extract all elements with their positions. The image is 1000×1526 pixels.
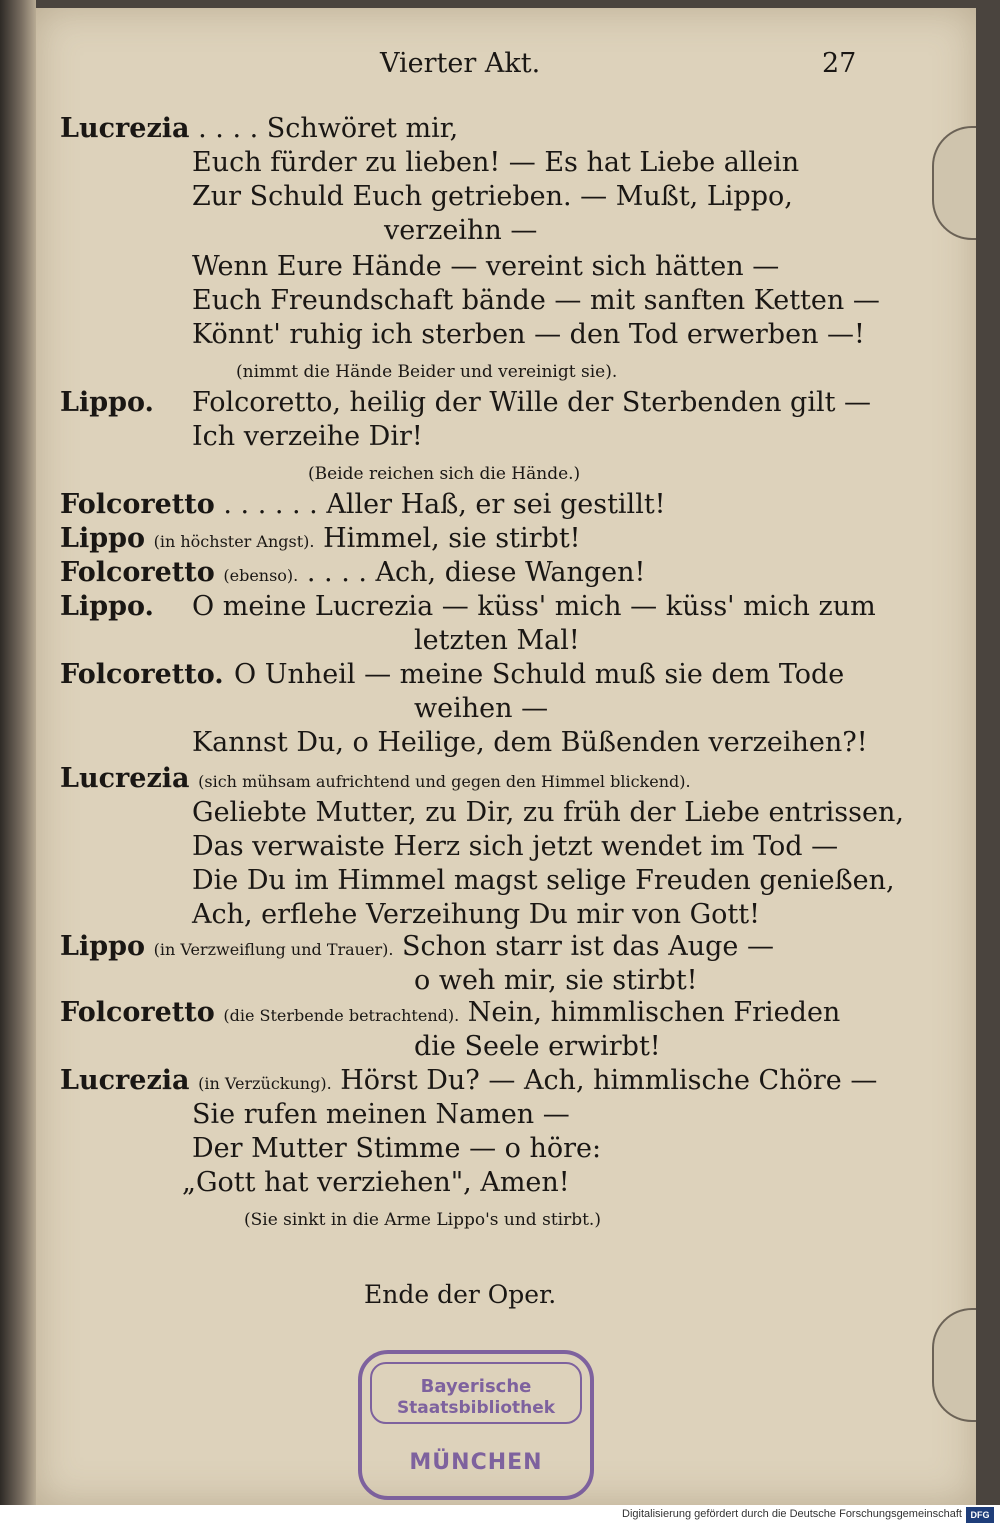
verse-text: O meine Lucrezia — küss' mich — küss' mich zum: [192, 591, 876, 622]
text-line: [60, 488, 666, 522]
text-line: [192, 1132, 601, 1166]
text-line: [192, 318, 865, 352]
speaker-name: Lippo: [60, 523, 146, 554]
text-line: [192, 726, 868, 760]
verse-text: . . . . Ach, diese Wangen!: [306, 557, 646, 588]
stage-direction: (nimmt die Hände Beider und vereinigt sie).: [236, 362, 618, 382]
speaker-name: Folcoretto: [60, 557, 215, 588]
verse-text: letzten Mal!: [414, 625, 580, 656]
verse-text: Hörst Du? — Ach, himmlische Chöre —: [340, 1065, 878, 1096]
verse-text: Der Mutter Stimme — o höre:: [192, 1133, 602, 1164]
stamp-line-1: Bayerische: [420, 1376, 532, 1397]
speaker-name: Folcoretto: [60, 997, 215, 1028]
text-line: [414, 964, 698, 998]
text-line: [192, 1098, 570, 1132]
footer-bar: [0, 1505, 1000, 1526]
text-line: [60, 556, 645, 593]
verse-text: o weh mir, sie stirbt!: [414, 965, 698, 996]
verse-text: Folcoretto, heilig der Wille der Sterbenden gilt —: [192, 387, 872, 418]
text-line: [192, 864, 895, 898]
verse-text: die Seele erwirbt!: [414, 1031, 661, 1062]
book-spine-edge: [0, 0, 36, 1505]
text-line: [192, 250, 779, 284]
verse-text: Euch Freundschaft bände — mit sanften Ketten —: [192, 285, 880, 316]
speaker-name: Folcoretto: [60, 489, 215, 520]
verse-text: . . . . Schwöret mir,: [198, 113, 459, 144]
text-line: [192, 898, 760, 932]
text-line: [192, 146, 799, 180]
speaker-name: Lucrezia: [60, 113, 190, 144]
verse-text: „Gott hat verziehen", Amen!: [182, 1167, 570, 1198]
page-tab-top: [932, 126, 976, 240]
page-tab-bottom: [932, 1308, 976, 1422]
text-line: [308, 454, 580, 491]
text-line: [192, 796, 904, 830]
text-line: [60, 386, 872, 420]
verse-text: Das verwaiste Herz sich jetzt wendet im Tod —: [192, 831, 839, 862]
stage-direction: (in Verzückung).: [198, 1074, 332, 1093]
text-line: [192, 830, 838, 864]
verse-text: Ich verzeihe Dir!: [192, 421, 423, 452]
verse-text: Euch fürder zu lieben! — Es hat Liebe allein: [192, 147, 800, 178]
speaker-name: Lippo: [60, 931, 146, 962]
verse-text: Schon starr ist das Auge —: [402, 931, 774, 962]
verse-text: weihen —: [414, 693, 549, 724]
speaker-name: Lucrezia: [60, 1065, 190, 1096]
stage-direction: (ebenso).: [223, 566, 299, 585]
verse-text: Himmel, sie stirbt!: [323, 523, 581, 554]
stamp-line-2: Staatsbibliothek: [396, 1398, 556, 1418]
verse-text: . . . . . . Aller Haß, er sei gestillt!: [223, 489, 666, 520]
verse-text: Sie rufen meinen Namen —: [192, 1099, 570, 1130]
verse-text: Die Du im Himmel magst selige Freuden genießen,: [192, 865, 895, 896]
stage-direction: (Beide reichen sich die Hände.): [308, 464, 581, 484]
verse-text: Zur Schuld Euch getrieben. — Mußt, Lippo,: [192, 181, 793, 212]
text-line: [244, 1200, 601, 1237]
dfg-logo: DFG: [966, 1507, 994, 1523]
text-line: [192, 420, 423, 454]
verse-text: Wenn Eure Hände — vereint sich hätten —: [192, 251, 780, 282]
text-line: [236, 352, 617, 389]
verse-text: verzeihn —: [384, 215, 538, 246]
stage-direction: (in höchster Angst).: [153, 532, 315, 551]
verse-text: Ach, erflehe Verzeihung Du mir von Gott!: [192, 899, 760, 930]
text-line: [60, 930, 774, 967]
text-line: [60, 1064, 877, 1101]
text-line: [192, 284, 880, 318]
text-line: [60, 112, 458, 146]
text-line: [60, 996, 840, 1033]
text-line: [414, 692, 548, 726]
verse-text: Nein, himmlischen Frieden: [467, 997, 841, 1028]
text-line: [60, 658, 845, 692]
page-header-title: Vierter Akt.: [380, 48, 541, 79]
speaker-name: Folcoretto.: [60, 659, 224, 690]
text-line: [182, 1166, 570, 1200]
stage-direction: (Sie sinkt in die Arme Lippo's und stirbt.): [244, 1210, 601, 1230]
stage-direction: (in Verzweiflung und Trauer).: [153, 940, 394, 959]
stage-direction: (die Sterbende betrachtend).: [223, 1006, 460, 1025]
verse-text: O Unheil — meine Schuld muß sie dem Tode: [234, 659, 845, 690]
text-line: [414, 624, 580, 658]
speaker-name: Lippo.: [60, 387, 154, 418]
stamp-line-3: MÜNCHEN: [409, 1450, 543, 1475]
library-stamp: [358, 1350, 594, 1500]
end-of-opera: Ende der Oper.: [364, 1280, 557, 1309]
speaker-name: Lippo.: [60, 591, 154, 622]
text-line: [414, 1030, 661, 1064]
text-line: [60, 522, 581, 559]
text-line: [384, 214, 537, 248]
speaker-name: Lucrezia: [60, 763, 190, 794]
verse-text: Könnt' ruhig ich sterben — den Tod erwerben —!: [192, 319, 865, 350]
verse-text: Geliebte Mutter, zu Dir, zu früh der Liebe entrissen,: [192, 797, 904, 828]
text-line: [60, 762, 691, 799]
text-line: [192, 180, 793, 214]
stage-direction: (sich mühsam aufrichtend und gegen den Himmel blickend).: [198, 772, 691, 791]
footer-credit: Digitalisierung gefördert durch die Deutsche Forschungsgemeinschaft: [622, 1508, 962, 1520]
page-number: 27: [822, 48, 857, 79]
text-line: [60, 590, 876, 624]
verse-text: Kannst Du, o Heilige, dem Büßenden verzeihen?!: [192, 727, 868, 758]
